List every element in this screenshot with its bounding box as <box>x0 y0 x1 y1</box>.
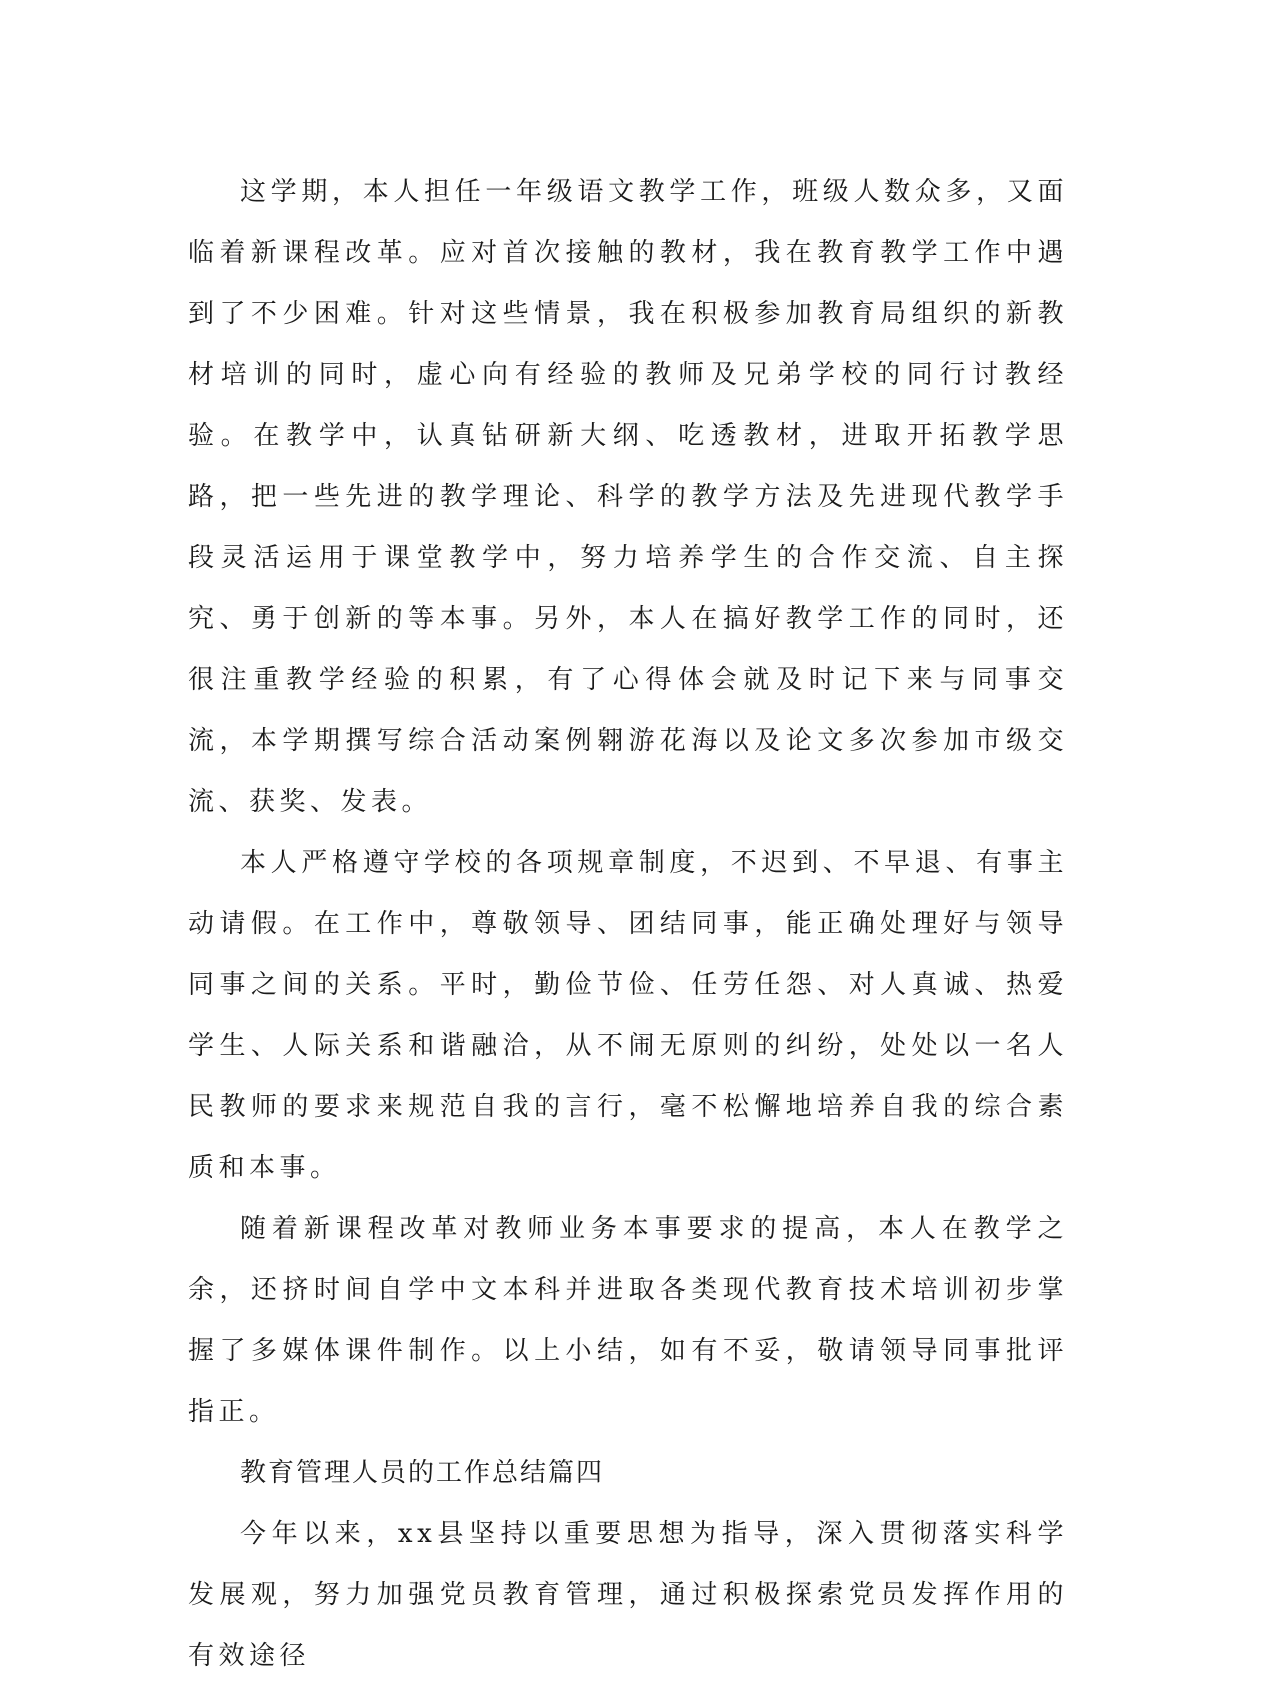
section-title: 教育管理人员的工作总结篇四 <box>240 1458 605 1488</box>
paragraph-self-study: 随着新课程改革对教师业务本事要求的提高，本人在教学之余，还挤时间自学中文本科并进取各类现代教育技术培训初步掌握了多媒体课件制作。以上小结，如有不妥，敬请领导同事批评指正。 <box>188 1214 1068 1427</box>
paragraph-teaching-work: 这学期，本人担任一年级语文教学工作，班级人数众多，又面临着新课程改革。应对首次接触的教材，我在教育教学工作中遇到了不少困难。针对这些情景，我在积极参加教育局组织的新教材培训的同时，虚心向有经验的教师及兄弟学校的同行讨教经验。在教学中，认真钻研新大纲、吃透教材，进取开拓教学思路，把一些先进的教学理论、科学的教学方法及先进现代教学手段灵活运用于课堂教学中，努力培养学生的合作交流、自主探究、勇于创新的等本事。另外，本人在搞好教学工作的同时，还很注重教学经验的积累，有了心得体会就及时记下来与同事交流，本学期撰写综合活动案例翱游花海以及论文多次参加市级交流、获奖、发表。 <box>188 177 1068 817</box>
document-body <box>188 162 1068 1687</box>
paragraph-discipline: 本人严格遵守学校的各项规章制度，不迟到、不早退、有事主动请假。在工作中，尊敬领导、团结同事，能正确处理好与领导同事之间的关系。平时，勤俭节俭、任劳任怨、对人真诚、热爱学生、人际关系和谐融洽，从不闹无原则的纠纷，处处以一名人民教师的要求来规范自我的言行，毫不松懈地培养自我的综合素质和本事。 <box>188 848 1068 1183</box>
paragraph-party-education: 今年以来，xx县坚持以重要思想为指导，深入贯彻落实科学发展观，努力加强党员教育管理，通过积极探索党员发挥作用的有效途径 <box>188 1519 1068 1671</box>
